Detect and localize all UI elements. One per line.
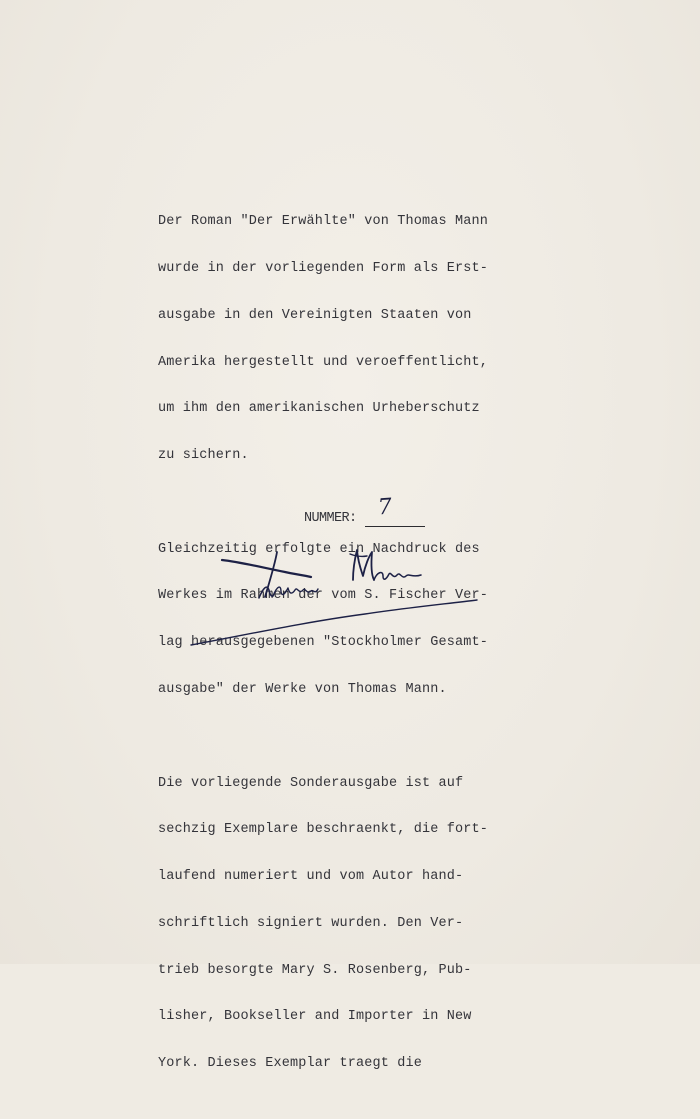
text-line: laufend numeriert und vom Autor hand- [158, 869, 464, 885]
text-line: ausgabe in den Vereinigten Staaten von [158, 307, 472, 323]
text-line: Gleichzeitig erfolgte ein Nachdruck des [158, 541, 480, 557]
text-line: trieb besorgte Mary S. Rosenberg, Pub- [158, 962, 472, 978]
text-line: um ihm den amerikanischen Urheberschutz [158, 401, 480, 417]
paragraph-3 [158, 744, 538, 1103]
text-line: Amerika hergestellt und veroeffentlicht, [158, 354, 489, 370]
text-line: lisher, Bookseller and Importer in New [158, 1009, 472, 1025]
text-line: Die vorliegende Sonderausgabe ist auf [158, 775, 464, 791]
number-value: 7 [376, 494, 393, 521]
text-line: schriftlich signiert wurden. Den Ver- [158, 915, 464, 931]
text-line: zu sichern. [158, 448, 249, 464]
text-line: Werkes im Rahmen der vom S. Fischer Ver- [158, 588, 489, 604]
number-field [365, 494, 425, 527]
text-line: York. Dieses Exemplar traegt die [158, 1056, 423, 1072]
text-line: lag herausgegebenen "Stockholmer Gesamt- [158, 635, 489, 651]
text-line: sechzig Exemplare beschraenkt, die fort- [158, 822, 489, 838]
paragraph-1 [158, 183, 538, 495]
number-label: NUMMER: [304, 511, 357, 526]
handwritten-signature [185, 540, 485, 655]
text-line: Der Roman "Der Erwählte" von Thomas Mann [158, 214, 489, 230]
text-line: ausgabe" der Werke von Thomas Mann. [158, 682, 447, 697]
copy-number [304, 494, 425, 527]
text-line: wurde in der vorliegenden Form als Erst- [158, 260, 489, 276]
